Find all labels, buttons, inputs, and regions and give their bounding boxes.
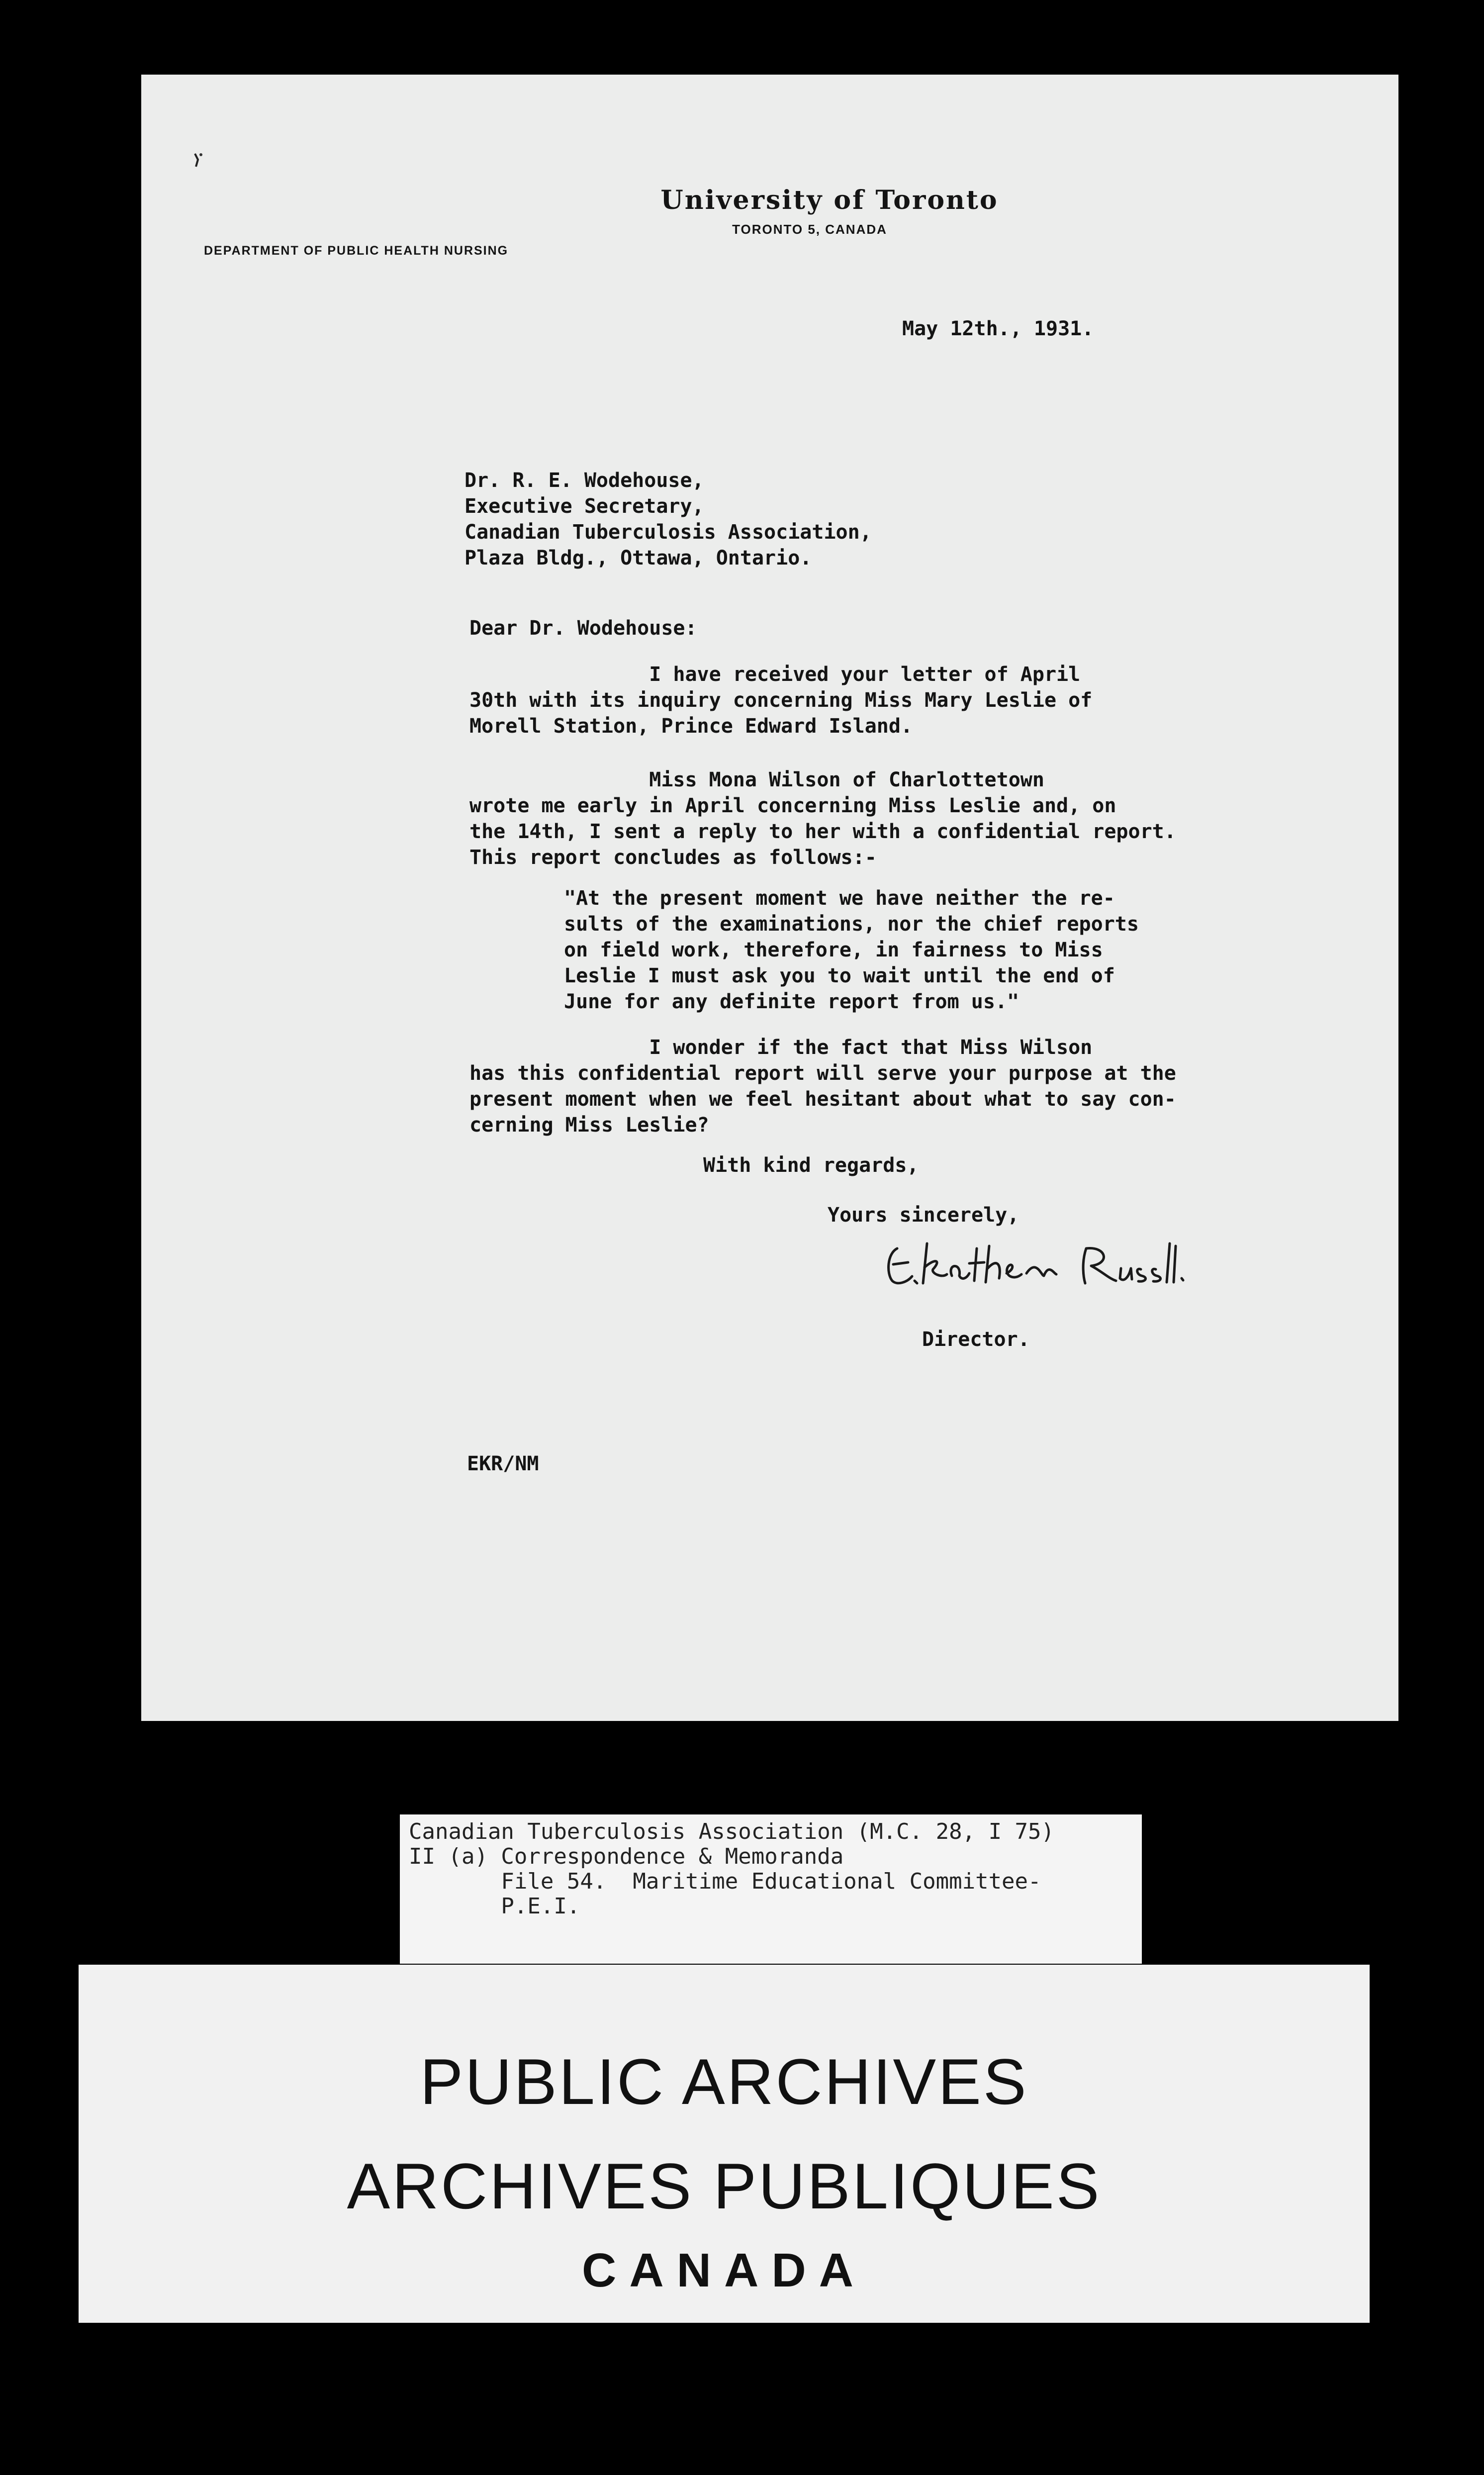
reference-line: P.E.I. <box>409 1894 580 1919</box>
text-line: wrote me early in April concerning Miss Leslie and, on <box>469 794 1116 817</box>
archive-label-french: ARCHIVES PUBLIQUES <box>347 2150 1102 2222</box>
paragraph-2 <box>469 767 1365 870</box>
text-line: I wonder if the fact that Miss Wilson <box>469 1036 1093 1059</box>
quoted-passage <box>564 885 1459 1015</box>
text-line: the 14th, I sent a reply to her with a confidential report. <box>469 820 1176 843</box>
text-line: I have received your letter of April <box>469 663 1081 686</box>
closing: With kind regards, <box>703 1154 919 1177</box>
recipient-address <box>464 468 872 571</box>
public-archives-card <box>79 1965 1370 2323</box>
address-line: Canadian Tuberculosis Association, <box>464 521 872 544</box>
letter-date: May 12th., 1931. <box>902 317 1094 340</box>
signatory-title: Director. <box>922 1328 1030 1351</box>
letterhead-department: DEPARTMENT OF PUBLIC HEALTH NURSING <box>204 244 509 258</box>
text-line: "At the present moment we have neither the re- <box>564 887 1115 910</box>
address-line: Dr. R. E. Wodehouse, <box>464 469 704 492</box>
text-line: on field work, therefore, in fairness to Miss <box>564 939 1103 961</box>
text-line: present moment when we feel hesitant about what to say con- <box>469 1088 1176 1111</box>
archive-label-country: CANADA <box>582 2244 866 2297</box>
text-line: June for any definite report from us." <box>564 990 1020 1013</box>
reference-line: II (a) Correspondence & Memoranda <box>409 1844 844 1869</box>
archive-label-english: PUBLIC ARCHIVES <box>420 2045 1028 2118</box>
text-line: has this confidential report will serve your purpose at the <box>469 1062 1176 1085</box>
letterhead-university: University of Toronto <box>660 185 999 215</box>
address-line: Plaza Bldg., Ottawa, Ontario. <box>464 547 812 570</box>
letterhead-city: TORONTO 5, CANADA <box>732 222 887 237</box>
text-line: 30th with its inquiry concerning Miss Mary Leslie of <box>469 689 1093 712</box>
text-line: Morell Station, Prince Edward Island. <box>469 715 913 738</box>
reference-initials: EKR/NM <box>467 1452 539 1475</box>
reference-line: File 54. Maritime Educational Committee- <box>409 1869 1041 1894</box>
text-line: Leslie I must ask you to wait until the end of <box>564 964 1115 987</box>
salutation: Dear Dr. Wodehouse: <box>469 617 697 640</box>
handwritten-signature <box>877 1229 1186 1298</box>
ink-mark <box>191 152 204 169</box>
text-line: Miss Mona Wilson of Charlottetown <box>469 768 1044 791</box>
archive-reference-card <box>400 1814 1142 1964</box>
letter-page <box>141 75 1398 1721</box>
address-line: Executive Secretary, <box>464 495 704 518</box>
reference-line: Canadian Tuberculosis Association (M.C. 28, I 75) <box>409 1819 1055 1844</box>
valediction: Yours sincerely, <box>828 1204 1020 1227</box>
text-line: cerning Miss Leslie? <box>469 1114 709 1137</box>
paragraph-3 <box>469 1035 1365 1138</box>
text-line: This report concludes as follows:- <box>469 846 877 869</box>
text-line: sults of the examinations, nor the chief reports <box>564 913 1139 936</box>
paragraph-1 <box>469 662 1365 739</box>
